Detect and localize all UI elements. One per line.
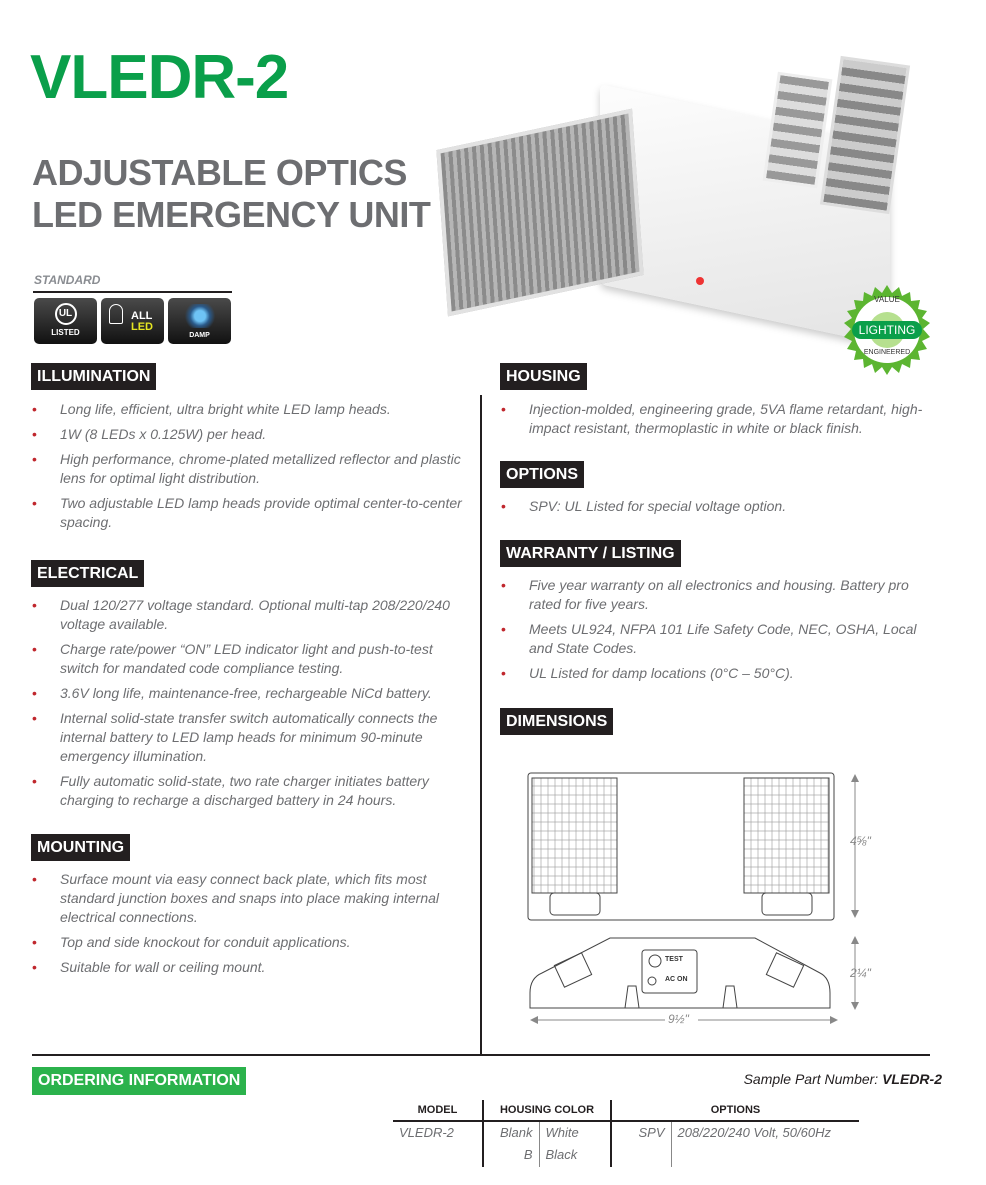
dimensions-drawing	[520, 768, 890, 1028]
all-led-badge	[101, 298, 164, 344]
options-header: OPTIONS	[500, 461, 584, 488]
mounting-list	[30, 870, 470, 983]
subtitle-line-2: LED EMERGENCY UNIT	[32, 194, 431, 235]
list-item: • Charge rate/power “ON” LED indicator light and push-to-test switch for mandated code compliance testing.	[30, 640, 470, 678]
depth-dimension: 2¼"	[850, 966, 871, 980]
list-item: • Dual 120/277 voltage standard. Optional multi-tap 208/220/240 voltage available.	[30, 596, 470, 634]
list-item: • Injection-molded, engineering grade, 5VA flame retardant, high-impact resistant, thermoplastic in white or black finish.	[499, 400, 939, 438]
list-item: • Two adjustable LED lamp heads provide optimal center-to-center spacing.	[30, 494, 470, 532]
housing-list	[499, 400, 939, 444]
column-divider	[480, 395, 482, 1055]
options-list	[499, 497, 939, 522]
electrical-header: ELECTRICAL	[31, 560, 144, 587]
damp-droplets-icon	[182, 304, 218, 328]
list-item: • Long life, efficient, ultra bright white LED lamp heads.	[30, 400, 470, 419]
table-row	[393, 1121, 859, 1144]
color-code: B	[483, 1144, 539, 1167]
illumination-header: ILLUMINATION	[31, 363, 156, 390]
subtitle-line-1: ADJUSTABLE OPTICS	[32, 152, 407, 193]
badge-text: DAMP	[189, 332, 210, 339]
height-dimension: 4⅝"	[850, 834, 871, 848]
list-item: • 3.6V long life, maintenance-free, rechargeable NiCd battery.	[30, 684, 470, 703]
damp-badge	[168, 298, 231, 344]
width-dimension: 9½"	[668, 1012, 689, 1026]
list-item: • Fully automatic solid-state, two rate charger initiates battery charging to recharge a discharged battery in 24 hours.	[30, 772, 470, 810]
product-subtitle	[32, 152, 430, 236]
color-code: Blank	[483, 1121, 539, 1144]
color-name: White	[539, 1121, 611, 1144]
seal-middle-text: LIGHTING	[858, 323, 916, 337]
badge-text: ALL	[131, 310, 153, 322]
dimensions-header: DIMENSIONS	[500, 708, 613, 735]
col-housing-color: HOUSING COLOR	[483, 1100, 611, 1121]
standard-label: STANDARD	[34, 273, 101, 287]
illumination-list	[30, 400, 470, 538]
ul-listed-icon: UL	[55, 303, 77, 325]
standard-divider	[33, 291, 232, 293]
housing-header: HOUSING	[500, 363, 587, 390]
electrical-list	[30, 596, 470, 816]
led-bulb-icon	[109, 304, 123, 324]
list-item: • UL Listed for damp locations (0°C – 50°C).	[499, 664, 939, 683]
col-options: OPTIONS	[611, 1100, 859, 1121]
value-engineered-seal	[842, 285, 932, 375]
seal-bottom-text: ENGINEERED	[863, 349, 911, 356]
mounting-header: MOUNTING	[31, 834, 130, 861]
acon-label: AC ON	[665, 976, 688, 983]
product-photo	[430, 55, 900, 345]
list-item: • SPV: UL Listed for special voltage option.	[499, 497, 939, 516]
warranty-header: WARRANTY / LISTING	[500, 540, 681, 567]
list-item: • Top and side knockout for conduit applications.	[30, 933, 470, 952]
list-item: • Internal solid-state transfer switch automatically connects the internal battery to LED lamp heads for minimum 90-minute emergency illumination.	[30, 709, 470, 766]
list-item: • Five year warranty on all electronics and housing. Battery pro rated for five years.	[499, 576, 939, 614]
list-item: • Surface mount via easy connect back plate, which fits most standard junction boxes and snaps into place making internal electrical connections.	[30, 870, 470, 927]
option-desc: 208/220/240 Volt, 50/60Hz	[671, 1121, 859, 1144]
list-item: • Suitable for wall or ceiling mount.	[30, 958, 470, 977]
sample-label: Sample Part Number:	[743, 1071, 883, 1087]
ordering-table	[393, 1100, 859, 1167]
badge-text: LISTED	[51, 328, 80, 337]
color-name: Black	[539, 1144, 611, 1167]
product-title: VLEDR-2	[30, 43, 289, 112]
col-model: MODEL	[393, 1100, 483, 1121]
sample-value: VLEDR-2	[882, 1071, 942, 1087]
seal-top-text: VALUE	[874, 295, 900, 304]
warranty-list	[499, 576, 939, 689]
list-item: • High performance, chrome-plated metallized reflector and plastic lens for optimal light distribution.	[30, 450, 470, 488]
ordering-header: ORDERING INFORMATION	[32, 1067, 246, 1095]
list-item: • Meets UL924, NFPA 101 Life Safety Code, NEC, OSHA, Local and State Codes.	[499, 620, 939, 658]
test-label: TEST	[665, 956, 683, 963]
model-cell: VLEDR-2	[399, 1125, 454, 1140]
list-item: • 1W (8 LEDs x 0.125W) per head.	[30, 425, 470, 444]
badge-text: LED	[131, 321, 153, 333]
ul-listed-badge	[34, 298, 97, 344]
section-divider	[32, 1054, 930, 1056]
table-row	[393, 1144, 859, 1167]
sample-part-number	[744, 1071, 942, 1087]
option-code: SPV	[611, 1121, 671, 1144]
